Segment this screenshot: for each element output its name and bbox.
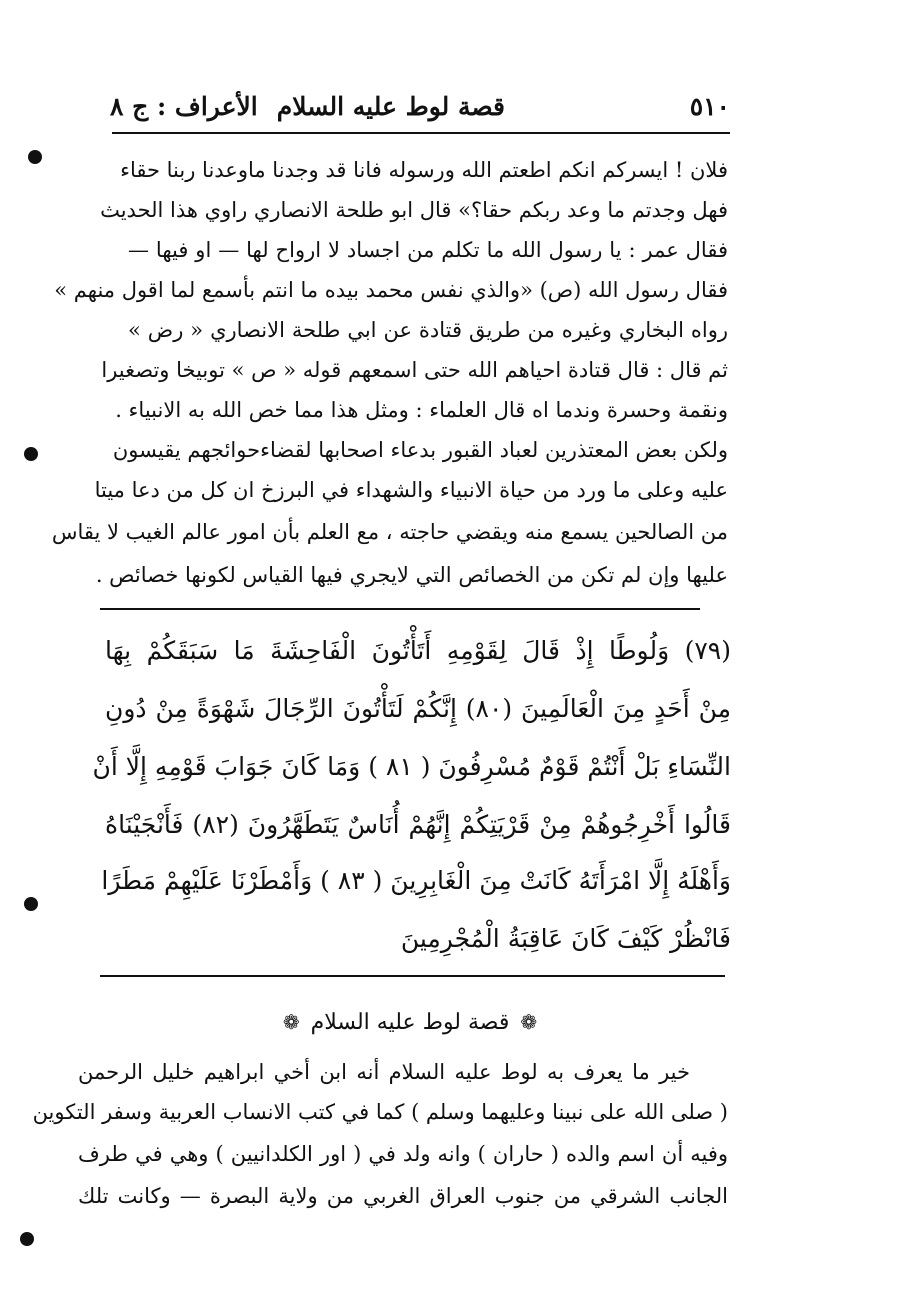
verse-line: فَانْظُرْ كَيْفَ كَانَ عَاقِبَةُ الْمُجْرِمِينَ [400, 924, 731, 953]
prose-line: فلان ! ايسركم انكم اطعتم الله ورسوله فانا قد وجدنا ماوعدنا ربنا حقاء [120, 158, 728, 182]
running-header [110, 92, 730, 132]
prose-line: ولكن بعض المعتذرين لعباد القبور بدعاء اصحابها لقضاءحوائجهم يقيسون [112, 438, 728, 462]
chapter-title: قصة لوط عليه السلام [276, 92, 505, 121]
header-rule [112, 132, 730, 134]
binding-hole-icon [24, 897, 38, 911]
ornament-icon: ❁ [520, 1010, 538, 1034]
prose-line: ونقمة وحسرة وندما اه قال العلماء : ومثل هذا مما خص الله به الانبياء . [115, 398, 728, 422]
section-title [250, 1000, 570, 1044]
binding-hole-icon [24, 447, 38, 461]
prose-line: فقال عمر : يا رسول الله ما تكلم من اجساد لا ارواح لها — او فيها — [128, 238, 728, 262]
verse-line: قَالُوا أَخْرِجُوهُمْ مِنْ قَرْيَتِكُمْ إِنَّهُمْ أُنَاسٌ يَتَطَهَّرُونَ (٨٢) فَأَنْجَيْنَاهُ [105, 810, 732, 839]
section-divider [100, 608, 700, 610]
binding-hole-icon [28, 150, 42, 164]
prose-line: من الصالحين يسمع منه ويقضي حاجته ، مع العلم بأن امور عالم الغيب لا يقاس [51, 520, 728, 544]
story-line: وفيه أن اسم والده ( حاران ) وانه ولد في ( اور الكلدانيين ) وهي في طرف [78, 1142, 728, 1166]
story-line: الجانب الشرقي من جنوب العراق الغربي من ولاية البصرة — وكانت تلك [78, 1184, 728, 1208]
prose-line: رواه البخاري وغيره من طريق قتادة عن ابي طلحة الانصاري « رض » [128, 318, 728, 342]
story-line: ( صلى الله على نبينا وعليهما وسلم ) كما في كتب الانساب العربية وسفر التكوين [32, 1100, 728, 1124]
binding-hole-icon [20, 1232, 34, 1246]
page-number: ٥١٠ [689, 92, 730, 121]
surah-reference: الأعراف : ج ٨ [110, 92, 258, 121]
verse-line: وَأَهْلَهُ إِلَّا امْرَأَتَهُ كَانَتْ مِنَ الْغَابِرِينَ ( ٨٣ ) وَأَمْطَرْنَا عَلَيْهِمْ مَطَرًا [101, 866, 731, 895]
prose-line: فقال رسول الله (ص) «والذي نفس محمد بيده ما انتم بأسمع لما اقول منهم » [54, 278, 728, 302]
story-line: خير ما يعرف به لوط عليه السلام أنه ابن أخي ابراهيم خليل الرحمن [78, 1060, 690, 1084]
prose-line: فهل وجدتم ما وعد ربكم حقا؟» قال ابو طلحة الانصاري راوي هذا الحديث [100, 198, 728, 222]
section-title-text: قصة لوط عليه السلام [310, 1010, 510, 1035]
verse-line: (٧٩) وَلُوطًا إِذْ قَالَ لِقَوْمِهِ أَتَأْتُونَ الْفَاحِشَةَ مَا سَبَقَكُمْ بِهَا [105, 636, 731, 665]
prose-line: ثم قال : قال قتادة احياهم الله حتى اسمعهم قوله « ص » توبيخا وتصغيرا [101, 358, 728, 382]
section-divider [100, 975, 725, 977]
verse-line: النِّسَاءِ بَلْ أَنْتُمْ قَوْمٌ مُسْرِفُونَ ( ٨١ ) وَمَا كَانَ جَوَابَ قَوْمِهِ إِلَّا أَنْ [92, 752, 731, 781]
prose-line: عليها وإن لم تكن من الخصائص التي لايجري فيها القياس لكونها خصائص . [95, 563, 728, 587]
ornament-icon: ❁ [282, 1010, 300, 1034]
verse-line: مِنْ أَحَدٍ مِنَ الْعَالَمِينَ (٨٠) إِنَّكُمْ لَتَأْتُونَ الرِّجَالَ شَهْوَةً مِنْ دُونِ [105, 694, 731, 723]
prose-line: عليه وعلى ما ورد من حياة الانبياء والشهداء في البرزخ ان كل من دعا ميتا [94, 478, 728, 502]
